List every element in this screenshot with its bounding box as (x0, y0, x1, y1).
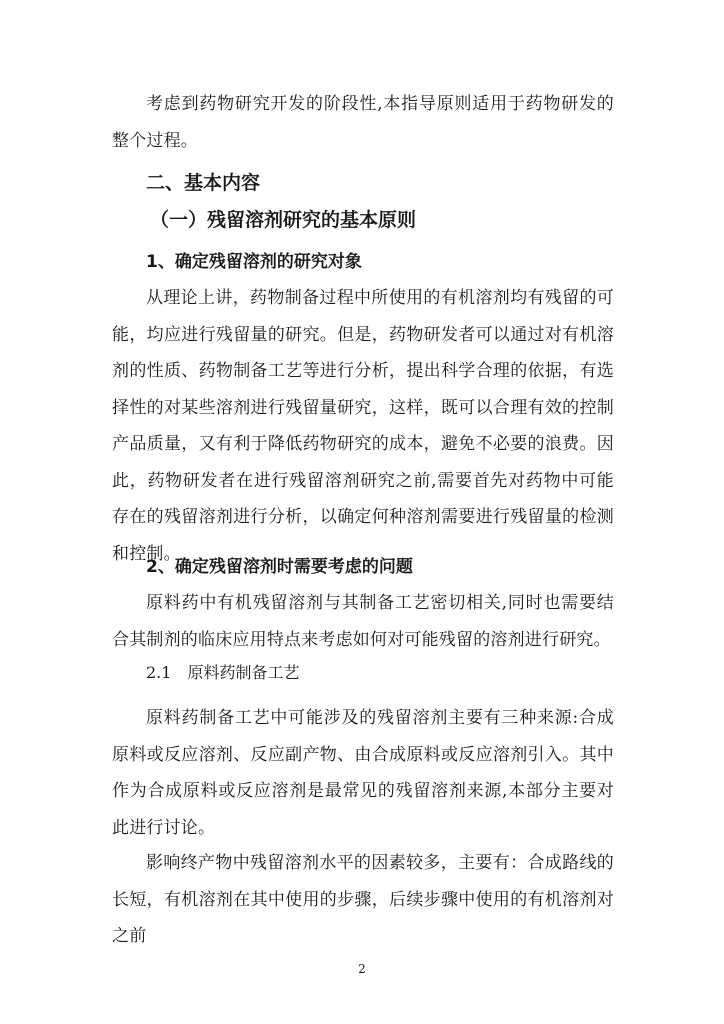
subitem-heading (146, 660, 299, 683)
section-heading: 二、基本内容 (146, 172, 261, 194)
page-number: 2 (358, 962, 366, 976)
sources-paragraph: 原料药制备工艺中可能涉及的残留溶剂主要有三种来源:合成原料或反应溶剂、反应副产物、由合成原料或反应溶剂引入。其中作为合成原料或反应溶剂是最常见的残留溶剂来源,本部分主要对此进行讨论。 (112, 708, 614, 838)
item-heading-1: 1、确定残留溶剂的研究对象 (146, 252, 362, 272)
considerations-paragraph: 原料药中有机残留溶剂与其制备工艺密切相关,同时也需要结合其制剂的临床应用特点来考虑如何对可能残留的溶剂进行研究。 (112, 593, 614, 650)
factors-paragraph: 影响终产物中残留溶剂水平的因素较多，主要有：合成路线的长短，有机溶剂在其中使用的步骤，后续步骤中使用的有机溶剂对之前 (112, 853, 614, 946)
subitem-title: 原料药制备工艺 (187, 663, 300, 682)
research-object-paragraph: 从理论上讲，药物制备过程中所使用的有机溶剂均有残留的可能，均应进行残留量的研究。但是，药物研发者可以通过对有机溶剂的性质、药物制备工艺等进行分析，提出科学合理的依据，有选择性的对某些溶剂进行残留量研究，这样，既可以合理有效的控制产品质量，又有利于降低药物研究的成本，避免不必要的浪费。因此，药物研发者在进行残留溶剂研究之前,需要首先对药物中可能存在的残留溶剂进行分析，以确定何种溶剂需要进行残留量的检测和控制。 (112, 288, 614, 564)
intro-paragraph: 考虑到药物研究开发的阶段性,本指导原则适用于药物研发的整个过程。 (112, 94, 614, 151)
subitem-number: 2.1 (146, 663, 172, 682)
subsection-heading: （一）残留溶剂研究的基本原则 (150, 209, 417, 231)
item-heading-2: 2、确定残留溶剂时需要考虑的问题 (146, 557, 413, 577)
